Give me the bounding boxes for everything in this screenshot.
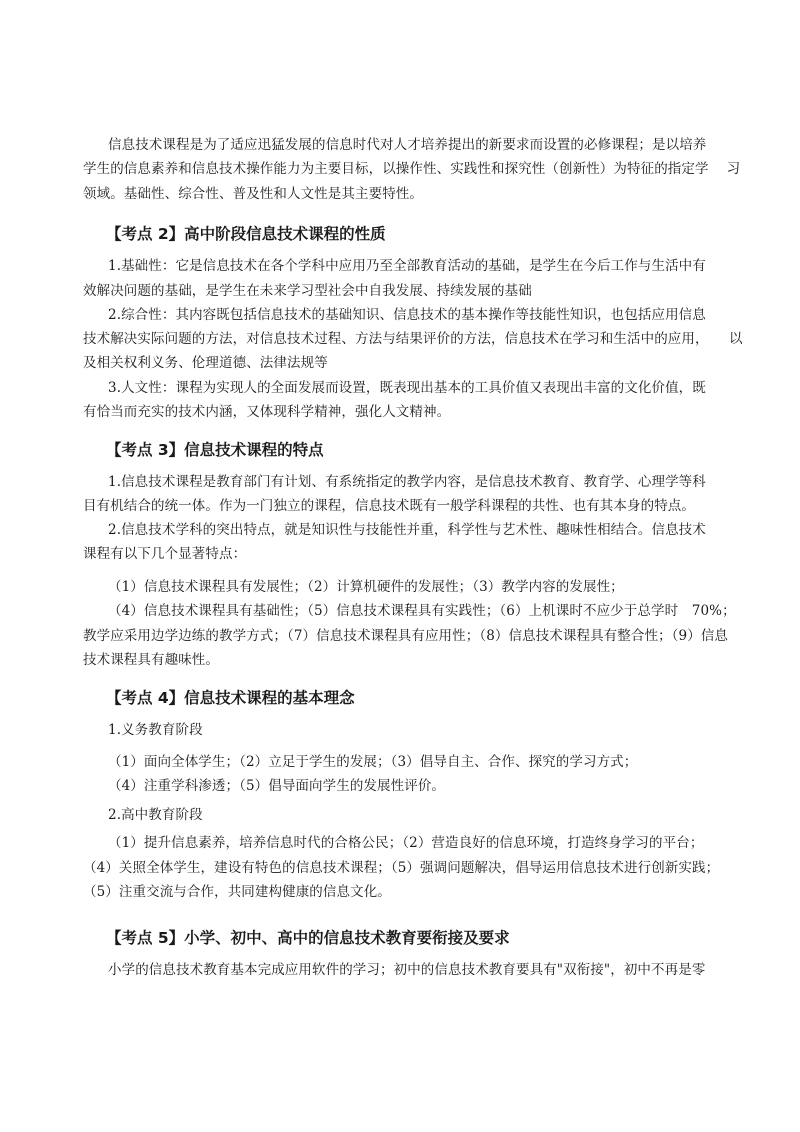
s4-line-5: （1）提升信息素养，培养信息时代的合格公民；（2）营造良好的信息环境，打造终身学习的平台； bbox=[108, 835, 704, 851]
section-5-heading: 【考点 5】小学、初中、高中的信息技术教育要衔接及要求 bbox=[106, 929, 510, 947]
intro-line-2: 学生的信息素养和信息技术操作能力为主要目标，以操作性、实践性和探究性（创新性）为特征的指定学 习 bbox=[83, 161, 741, 177]
s2-line-7: 有恰当而充实的技术内涵，又体现科学精神，强化人文精神。 bbox=[83, 404, 451, 420]
s3-line-6: （4）信息技术课程具有基础性；（5）信息技术课程具有实践性；（6）上机课时不应少于总学时 70%； bbox=[108, 603, 736, 619]
s3-line-8: 技术课程具有趣味性。 bbox=[83, 652, 219, 668]
s4-line-2: （1）面向全体学生；（2）立足于学生的发展；（3）倡导自主、合作、探究的学习方式； bbox=[108, 754, 638, 770]
s5-line-1: 小学的信息技术教育基本完成应用软件的学习；初中的信息技术教育要具有"双衔接"，初中不再是零 bbox=[108, 962, 706, 978]
s3-line-1: 1.信息技术课程是教育部门有计划、有系统指定的教学内容，是信息技术教育、教育学、心理学等科 bbox=[108, 474, 706, 490]
s4-line-3: （4）注重学科渗透；（5）倡导面向学生的发展性评价。 bbox=[108, 778, 446, 794]
intro-line-3: 领域。基础性、综合性、普及性和人文性是其主要特性。 bbox=[83, 186, 423, 202]
section-4-heading: 【考点 4】信息技术课程的基本理念 bbox=[106, 689, 355, 707]
s4-line-1: 1.义务教育阶段 bbox=[108, 722, 203, 738]
s2-line-4: 技术解决实际问题的方法，对信息技术过程、方法与结果评价的方法，信息技术在学习和生活中的应用， 以 bbox=[83, 331, 743, 347]
s4-line-7: （5）注重交流与合作，共同建构健康的信息文化。 bbox=[83, 884, 391, 900]
s2-line-5: 及相关权利义务、伦理道德、法律法规等 bbox=[83, 355, 328, 371]
section-3-heading: 【考点 3】信息技术课程的特点 bbox=[106, 441, 324, 459]
s4-line-4: 2.高中教育阶段 bbox=[108, 807, 203, 823]
s3-line-5: （1）信息技术课程具有发展性；（2）计算机硬件的发展性；（3）教学内容的发展性； bbox=[108, 579, 624, 595]
s4-line-6: （4）关照全体学生，建设有特色的信息技术课程；（5）强调问题解决，倡导运用信息技术进行创新实践； bbox=[83, 860, 720, 876]
s2-line-2: 效解决问题的基础，是学生在未来学习型社会中自我发展、持续发展的基础 bbox=[83, 283, 532, 299]
s2-line-6: 3.人文性：课程为实现人的全面发展而设置，既表现出基本的工具价值又表现出丰富的文化价值，既 bbox=[108, 380, 706, 396]
s3-line-2: 目有机结合的统一体。作为一门独立的课程，信息技术既有一般学科课程的共性、也有其本身的特点。 bbox=[83, 498, 695, 514]
s3-line-7: 教学应采用边学边练的教学方式；（7）信息技术课程具有应用性；（8）信息技术课程具有整合性；（9）信息 bbox=[83, 628, 729, 644]
s3-line-4: 课程有以下几个显著特点： bbox=[83, 546, 247, 562]
intro-line-1: 信息技术课程是为了适应迅猛发展的信息时代对人才培养提出的新要求而设置的必修课程；是以培养 bbox=[108, 137, 707, 153]
s3-line-3: 2.信息技术学科的突出特点，就是知识性与技能性并重，科学性与艺术性、趣味性相结合。信息技术 bbox=[108, 522, 706, 538]
s2-line-1: 1.基础性：它是信息技术在各个学科中应用乃至全部教育活动的基础，是学生在今后工作与生活中有 bbox=[108, 258, 706, 274]
section-2-heading: 【考点 2】高中阶段信息技术课程的性质 bbox=[106, 225, 386, 243]
s2-line-3: 2.综合性：其内容既包括信息技术的基础知识、信息技术的基本操作等技能性知识，也包括应用信息 bbox=[108, 307, 706, 323]
